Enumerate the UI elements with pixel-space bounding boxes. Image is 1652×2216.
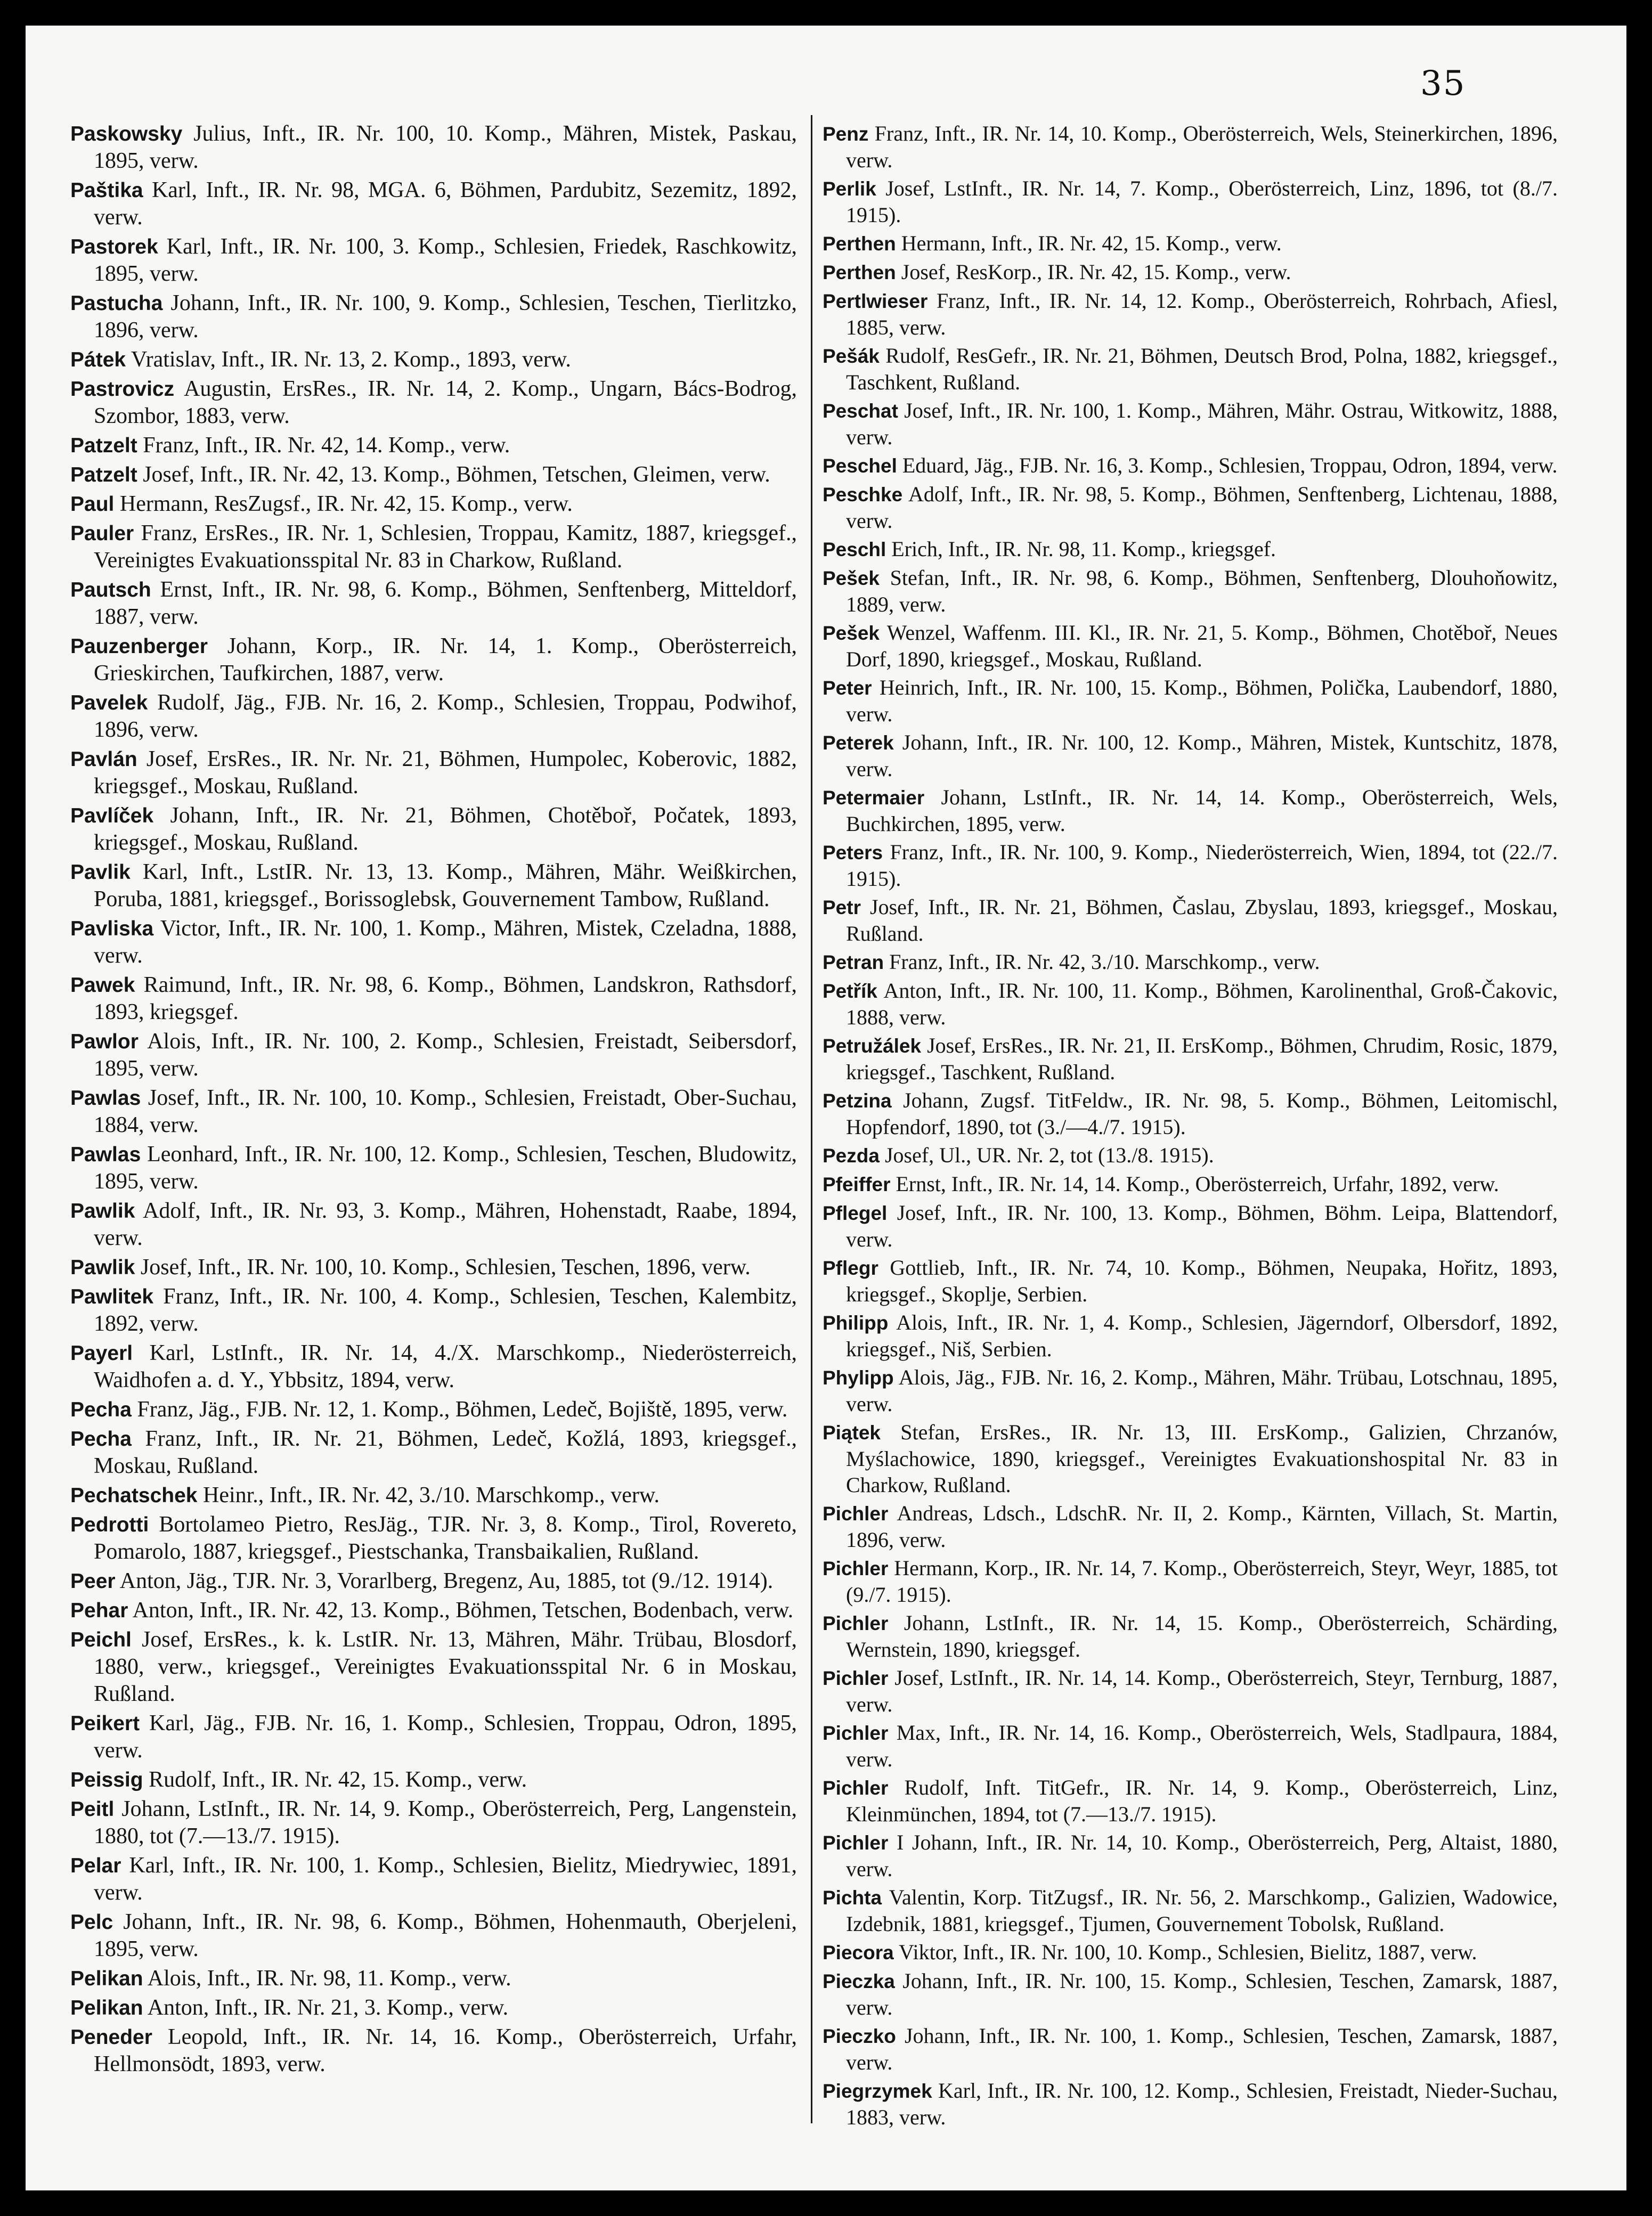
entry-details: Anton, Inft., IR. Nr. 21, 3. Komp., verw. [147,1995,509,2020]
entry-details: Johann, LstInft., IR. Nr. 14, 15. Komp., Oberösterreich, Schärding, Wernstein, 1890, kriegsgef. [846,1611,1558,1661]
list-entry [823,230,1558,257]
entry-surname: Pawlitek [70,1285,154,1308]
entry-details: Ernst, Inft., IR. Nr. 14, 14. Komp., Oberösterreich, Urfahr, 1892, verw. [896,1172,1499,1196]
entry-details: Hermann, Korp., IR. Nr. 14, 7. Komp., Oberösterreich, Steyr, Weyr, 1885, tot (9./7. 1915). [846,1556,1558,1607]
entry-surname: Pflegel [823,1202,888,1224]
list-entry [823,949,1558,975]
entry-surname: Petermaier [823,787,925,809]
list-entry [70,290,797,344]
entry-surname: Pelikan [70,1997,143,2019]
list-entry [70,1425,797,1480]
entry-surname: Pawlas [70,1087,141,1110]
entry-surname: Patzelt [70,463,137,486]
list-entry [70,1766,797,1794]
list-entry [70,1482,797,1509]
entry-surname: Perthen [823,262,896,283]
list-entry [823,1829,1558,1882]
entry-details: Josef, ErsRes., IR. Nr. Nr. 21, Böhmen, Humpolec, Koberovic, 1882, kriegsgef., Moskau, Rußland. [94,747,797,799]
list-entry [823,175,1558,228]
entry-surname: Peer [70,1570,116,1593]
entry-surname: Pelar [70,1854,121,1877]
entry-surname: Pešák [823,345,880,367]
entry-details: Alois, Inft., IR. Nr. 98, 11. Komp., verw. [147,1966,511,1991]
entry-details: Anton, Inft., IR. Nr. 42, 13. Komp., Böhmen, Tetschen, Bodenbach, verw. [132,1598,794,1623]
list-entry [70,1028,797,1082]
entry-surname: Peschl [823,539,886,560]
entry-details: Vratislav, Inft., IR. Nr. 13, 2. Komp., 1893, verw. [131,347,571,372]
entry-surname: Pešek [823,567,880,589]
entry-surname: Pelc [70,1911,113,1934]
entry-surname: Peters [823,842,883,863]
list-entry [823,1610,1558,1663]
entry-surname: Pátek [70,348,126,371]
entry-details: Josef, Inft., IR. Nr. 100, 10. Komp., Schlesien, Freistadt, Ober-Suchau, 1884, verw. [94,1086,797,1137]
entry-details: Franz, Jäg., FJB. Nr. 12, 1. Komp., Böhmen, Ledeč, Bojiště, 1895, verw. [137,1397,788,1422]
entry-details: Franz, Inft., IR. Nr. 42, 3./10. Marschkomp., verw. [889,950,1320,974]
entry-details: Johann, Inft., IR. Nr. 98, 6. Komp., Böhmen, Hohenmauth, Oberjeleni, 1895, verw. [94,1910,797,1961]
entry-surname: Piątek [823,1422,881,1444]
list-entry [823,674,1558,727]
list-entry [70,376,797,430]
entry-details: Raimund, Inft., IR. Nr. 98, 6. Komp., Böhmen, Landskron, Rathsdorf, 1893, kriegsgef. [94,973,797,1024]
list-entry [70,1626,797,1708]
list-entry [823,729,1558,782]
entry-surname: Pastorek [70,235,158,258]
entry-details: Josef, LstInft., IR. Nr. 14, 7. Komp., Oberösterreich, Linz, 1896, tot (8./7. 1915). [846,176,1558,227]
entry-details: Wenzel, Waffenm. III. Kl., IR. Nr. 21, 5. Komp., Böhmen, Chotěboř, Neues Dorf, 1890, kriegsgef., Moskau, Rußland. [846,621,1558,671]
entry-surname: Pavelek [70,691,148,714]
entry-details: Alois, Jäg., FJB. Nr. 16, 2. Komp., Mähren, Mähr. Trübau, Lotschnau, 1895, verw. [846,1365,1558,1416]
entry-details: Viktor, Inft., IR. Nr. 100, 10. Komp., Schlesien, Bielitz, 1887, verw. [898,1940,1477,1964]
entry-details: Karl, Inft., IR. Nr. 100, 12. Komp., Schlesien, Freistadt, Nieder-Suchau, 1883, verw. [846,2079,1558,2129]
entry-details: Josef, Inft., IR. Nr. 100, 13. Komp., Böhmen, Böhm. Leipa, Blattendorf, verw. [846,1201,1558,1251]
list-entry [70,1796,797,1850]
list-entry [70,1197,797,1252]
entry-details: Franz, Inft., IR. Nr. 100, 4. Komp., Schlesien, Teschen, Kalembitz, 1892, verw. [94,1284,797,1336]
entry-details: Heinrich, Inft., IR. Nr. 100, 15. Komp., Böhmen, Polička, Laubendorf, 1880, verw. [846,675,1558,726]
entry-surname: Pichler [823,1722,889,1744]
entry-details: Josef, Inft., IR. Nr. 21, Böhmen, Časlau, Zbyslau, 1893, kriegsgef., Moskau, Rußland. [846,895,1558,946]
entry-details: Gottlieb, Inft., IR. Nr. 74, 10. Komp., Böhmen, Neupaka, Hořitz, 1893, kriegsgef., Skoplje, Serbien. [846,1256,1558,1306]
list-entry [70,1597,797,1624]
list-entry [823,1142,1558,1169]
entry-details: Karl, Inft., IR. Nr. 98, MGA. 6, Böhmen, Pardubitz, Sezemitz, 1892, verw. [94,178,797,230]
entry-details: Eduard, Jäg., FJB. Nr. 16, 3. Komp., Schlesien, Troppau, Odron, 1894, verw. [902,453,1558,477]
entry-details: Adolf, Inft., IR. Nr. 93, 3. Komp., Mähren, Hohenstadt, Raabe, 1894, verw. [94,1199,797,1250]
entry-details: Franz, Inft., IR. Nr. 14, 10. Komp., Oberösterreich, Wels, Steinerkirchen, 1896, verw. [846,121,1558,172]
entry-surname: Pawek [70,974,135,997]
entry-details: Karl, Inft., IR. Nr. 100, 1. Komp., Schlesien, Bielitz, Miedrywiec, 1891, verw. [94,1853,797,1905]
list-entry [70,1396,797,1423]
column-divider [811,115,812,2123]
list-entry [70,972,797,1026]
entry-surname: Paul [70,493,115,516]
list-entry [823,620,1558,672]
entry-surname: Peissig [70,1769,143,1791]
page-number: 35 [1420,64,1466,103]
entry-surname: Peschat [823,400,898,422]
list-entry [70,520,797,574]
list-entry [70,1965,797,1992]
list-entry [823,1884,1558,1937]
list-entry [823,1774,1558,1827]
entry-details: Josef, ErsRes., k. k. LstIR. Nr. 13, Mähren, Mähr. Trübau, Blosdorf, 1880, verw., kriegsgef., Vereinigtes Evakuationsspital Nr. 6 in Moskau, Rußland. [94,1627,797,1706]
entry-surname: Pawlik [70,1200,135,1223]
list-entry [823,452,1558,479]
entry-details: Josef, Inft., IR. Nr. 100, 10. Komp., Schlesien, Teschen, 1896, verw. [140,1255,751,1280]
list-entry [823,481,1558,534]
entry-details: Franz, ErsRes., IR. Nr. 1, Schlesien, Troppau, Kamitz, 1887, kriegsgef., Vereinigtes Evakuationsspital Nr. 83 in Charkow, Rußland. [94,521,797,573]
entry-details: Karl, LstInft., IR. Nr. 14, 4./X. Marschkomp., Niederösterreich, Waidhofen a. d. Y., Ybbsitz, 1894, verw. [94,1341,797,1392]
entry-surname: Pechatschek [70,1484,198,1507]
entry-surname: Pichler [823,1667,889,1689]
entry-surname: Perthen [823,233,896,255]
entry-details: Rudolf, Inft. TitGefr., IR. Nr. 14, 9. Komp., Oberösterreich, Linz, Kleinmünchen, 1894, tot (7.—13./7. 1915). [846,1775,1558,1826]
entry-surname: Pichler [823,1503,889,1525]
entry-details: Johann, LstInft., IR. Nr. 14, 9. Komp., Oberösterreich, Perg, Langenstein, 1880, tot (7.—13./7. 1915). [94,1797,797,1848]
entry-surname: Pauler [70,522,134,545]
list-entry [70,859,797,913]
entry-surname: Paštika [70,179,143,202]
list-entry [70,1283,797,1338]
entry-details: Franz, Inft., IR. Nr. 42, 14. Komp., verw. [143,433,510,458]
entry-details: Leopold, Inft., IR. Nr. 14, 16. Komp., Oberösterreich, Urfahr, Hellmonsödt, 1893, verw. [94,2025,797,2076]
list-entry [70,461,797,488]
entry-surname: Petružálek [823,1035,922,1057]
list-entry [823,1200,1558,1252]
list-entry [823,288,1558,340]
list-entry [70,802,797,857]
entry-surname: Pawlas [70,1143,141,1166]
list-entry [823,1720,1558,1772]
entry-details: Josef, Inft., IR. Nr. 100, 1. Komp., Mähren, Mähr. Ostrau, Witkowitz, 1888, verw. [846,398,1558,449]
entry-details: Andreas, Ldsch., LdschR. Nr. II, 2. Komp., Kärnten, Villach, St. Martin, 1896, verw. [846,1501,1558,1552]
list-entry [823,839,1558,892]
list-entry [823,1087,1558,1140]
list-entry [823,120,1558,173]
entry-details: Anton, Inft., IR. Nr. 100, 11. Komp., Böhmen, Karolinenthal, Groß-Čakovic, 1888, verw. [846,979,1558,1029]
entry-details: Johann, Inft., IR. Nr. 100, 1. Komp., Schlesien, Teschen, Zamarsk, 1887, verw. [846,2024,1558,2074]
entry-surname: Pichler [823,1612,889,1634]
list-entry [70,1511,797,1566]
entry-surname: Pezda [823,1145,880,1167]
list-entry [70,1141,797,1195]
entry-surname: Pichler [823,1558,889,1579]
list-entry [823,894,1558,947]
entry-details: Heinr., Inft., IR. Nr. 42, 3./10. Marschkomp., verw. [202,1483,660,1508]
entry-details: Valentin, Korp. TitZugsf., IR. Nr. 56, 2. Marschkomp., Galizien, Wadowice, Izdebnik, 1881, kriegsgef., Tjumen, Gouvernement Tobolsk, Rußland. [846,1885,1558,1936]
entry-details: Josef, ResKorp., IR. Nr. 42, 15. Komp., verw. [901,260,1291,284]
list-entry [823,536,1558,563]
list-entry [823,1555,1558,1608]
list-entry [823,977,1558,1030]
entry-surname: Peikert [70,1712,140,1735]
entry-surname: Patzelt [70,434,137,457]
entry-details: Julius, Inft., IR. Nr. 100, 10. Komp., Mähren, Mistek, Paskau, 1895, verw. [94,121,797,173]
list-entry [823,1419,1558,1498]
list-entry [70,2024,797,2078]
entry-details: Stefan, Inft., IR. Nr. 98, 6. Komp., Böhmen, Senftenberg, Dlouhoňowitz, 1889, verw. [846,566,1558,616]
list-entry [823,259,1558,286]
entry-details: Johann, Inft., IR. Nr. 100, 15. Komp., Schlesien, Teschen, Zamarsk, 1887, verw. [846,1969,1558,2019]
entry-surname: Peneder [70,2026,152,2049]
entry-surname: Pfeiffer [823,1174,891,1195]
entry-surname: Pautsch [70,579,151,601]
entry-surname: Petr [823,897,861,918]
list-entry [823,1254,1558,1307]
entry-details: Rudolf, ResGefr., IR. Nr. 21, Böhmen, Deutsch Brod, Polna, 1882, kriegsgef., Taschkent, Rußland. [846,344,1558,394]
right-column [823,120,1558,2132]
list-entry [70,1254,797,1281]
list-entry [823,397,1558,450]
list-entry [823,565,1558,617]
entry-details: Leonhard, Inft., IR. Nr. 100, 12. Komp., Schlesien, Teschen, Bludowitz, 1895, verw. [94,1142,797,1194]
list-entry [70,1994,797,2022]
entry-details: Karl, Inft., LstIR. Nr. 13, 13. Komp., Mähren, Mähr. Weißkirchen, Poruba, 1881, kriegsgef., Borissoglebsk, Gouvernement Tambow, Rußland. [94,860,797,911]
list-entry [823,2078,1558,2130]
entry-details: Karl, Jäg., FJB. Nr. 16, 1. Komp., Schlesien, Troppau, Odron, 1895, verw. [94,1711,797,1763]
entry-surname: Pieczka [823,1970,895,1992]
entry-details: Augustin, ErsRes., IR. Nr. 14, 2. Komp., Ungarn, Bács-Bodrog, Szombor, 1883, verw. [94,377,797,428]
entry-surname: Piegrzymek [823,2080,932,2102]
entry-surname: Pichler [823,1832,889,1854]
entry-details: Anton, Jäg., TJR. Nr. 3, Vorarlberg, Bregenz, Au, 1885, tot (9./12. 1914). [119,1569,774,1593]
entry-surname: Peitl [70,1798,115,1821]
entry-details: I Johann, Inft., IR. Nr. 14, 10. Komp., Oberösterreich, Perg, Altaist, 1880, verw. [846,1830,1558,1881]
entry-details: Stefan, ErsRes., IR. Nr. 13, III. ErsKomp., Galizien, Chrzanów, Myślachowice, 1890, kriegsgef., Vereinigtes Evakuationshospital Nr. 83 in Charkow, Rußland. [846,1420,1558,1497]
entry-surname: Payerl [70,1342,133,1365]
list-entry [70,746,797,800]
entry-surname: Pecha [70,1428,132,1451]
list-entry [823,343,1558,395]
entry-details: Ernst, Inft., IR. Nr. 98, 6. Komp., Böhmen, Senftenberg, Mitteldorf, 1887, verw. [94,577,797,629]
entry-surname: Pastrovicz [70,378,175,401]
entry-details: Johann, LstInft., IR. Nr. 14, 14. Komp., Oberösterreich, Wels, Buchkirchen, 1895, verw. [846,785,1558,836]
entry-surname: Pelikan [70,1967,143,1990]
list-entry [70,1568,797,1595]
entry-surname: Penz [823,123,869,145]
list-entry [823,1500,1558,1553]
entry-surname: Phylipp [823,1367,894,1389]
entry-details: Rudolf, Inft., IR. Nr. 42, 15. Komp., verw. [149,1767,527,1792]
list-entry [70,915,797,970]
list-entry [70,233,797,288]
entry-surname: Peterek [823,732,894,754]
entry-surname: Peter [823,677,872,699]
list-entry [70,576,797,631]
entry-surname: Pešek [823,622,880,644]
entry-details: Josef, Inft., IR. Nr. 42, 13. Komp., Böhmen, Tetschen, Gleimen, verw. [143,462,770,487]
document-page [26,26,1626,2190]
entry-details: Alois, Inft., IR. Nr. 1, 4. Komp., Schlesien, Jägerndorf, Olbersdorf, 1892, kriegsgef., Niš, Serbien. [846,1310,1558,1361]
entry-surname: Pflegr [823,1257,878,1279]
entry-surname: Pavliska [70,917,154,940]
entry-details: Rudolf, Jäg., FJB. Nr. 16, 2. Komp., Schlesien, Troppau, Podwihof, 1896, verw. [94,690,797,742]
list-entry [823,1171,1558,1197]
list-entry [70,689,797,744]
entry-details: Alois, Inft., IR. Nr. 100, 2. Komp., Schlesien, Freistadt, Seibersdorf, 1895, verw. [94,1029,797,1081]
entry-details: Franz, Inft., IR. Nr. 14, 12. Komp., Oberösterreich, Rohrbach, Afiesl, 1885, verw. [846,289,1558,339]
list-entry [823,1364,1558,1417]
list-entry [823,1309,1558,1362]
list-entry [70,633,797,687]
list-entry [70,491,797,518]
entry-surname: Pichler [823,1777,889,1799]
list-entry [70,1852,797,1907]
list-entry [823,1665,1558,1717]
entry-surname: Petran [823,951,884,973]
entry-details: Erich, Inft., IR. Nr. 98, 11. Komp., kriegsgef. [891,537,1276,561]
entry-surname: Petzina [823,1090,892,1112]
entry-details: Josef, LstInft., IR. Nr. 14, 14. Komp., Oberösterreich, Steyr, Ternburg, 1887, verw. [846,1666,1558,1716]
list-entry [823,1032,1558,1085]
left-column [70,120,797,2080]
entry-surname: Piecora [823,1942,894,1964]
entry-details: Johann, Inft., IR. Nr. 100, 9. Komp., Schlesien, Teschen, Tierlitzko, 1896, verw. [94,291,797,343]
list-entry [823,2023,1558,2075]
entry-surname: Pieczko [823,2025,896,2047]
entry-surname: Pecha [70,1398,132,1421]
entry-surname: Pavlíček [70,804,154,827]
entry-details: Johann, Inft., IR. Nr. 100, 12. Komp., Mähren, Mistek, Kuntschitz, 1878, verw. [846,730,1558,781]
entry-details: Johann, Zugsf. TitFeldw., IR. Nr. 98, 5. Komp., Böhmen, Leitomischl, Hopfendorf, 1890, tot (3./—4./7. 1915). [846,1088,1558,1139]
entry-surname: Pastucha [70,292,163,315]
entry-surname: Pertlwieser [823,290,928,312]
entry-surname: Peichl [70,1628,132,1651]
entry-surname: Pawlik [70,1256,135,1279]
list-entry [70,177,797,231]
entry-surname: Peschel [823,455,897,477]
entry-surname: Pauzenberger [70,635,208,658]
entry-surname: Pehar [70,1599,128,1622]
entry-details: Johann, Inft., IR. Nr. 21, Böhmen, Chotěboř, Počatek, 1893, kriegsgef., Moskau, Rußland. [94,803,797,855]
entry-surname: Philipp [823,1312,889,1334]
entry-surname: Petřík [823,980,877,1002]
list-entry [70,1710,797,1764]
entry-details: Johann, Korp., IR. Nr. 14, 1. Komp., Oberösterreich, Grieskirchen, Taufkirchen, 1887, verw. [94,634,797,686]
entry-details: Karl, Inft., IR. Nr. 100, 3. Komp., Schlesien, Friedek, Raschkowitz, 1895, verw. [94,234,797,286]
entry-surname: Pichta [823,1887,882,1909]
entry-details: Josef, ErsRes., IR. Nr. 21, II. ErsKomp., Böhmen, Chrudim, Rosic, 1879, kriegsgef., Taschkent, Rußland. [846,1033,1558,1084]
entry-details: Josef, Ul., UR. Nr. 2, tot (13./8. 1915). [884,1143,1214,1167]
entry-details: Bortolameo Pietro, ResJäg., TJR. Nr. 3, 8. Komp., Tirol, Rovereto, Pomarolo, 1887, kriegsgef., Piestschanka, Transbaikalien, Rußland. [94,1512,797,1564]
entry-details: Hermann, ResZugsf., IR. Nr. 42, 15. Komp., verw. [119,492,573,516]
entry-surname: Pedrotti [70,1513,149,1536]
entry-surname: Paskowsky [70,123,183,145]
list-entry [70,346,797,373]
list-entry [823,784,1558,837]
list-entry [823,1939,1558,1966]
entry-details: Victor, Inft., IR. Nr. 100, 1. Komp., Mähren, Mistek, Czeladna, 1888, verw. [94,916,797,968]
entry-details: Adolf, Inft., IR. Nr. 98, 5. Komp., Böhmen, Senftenberg, Lichtenau, 1888, verw. [846,482,1558,533]
entry-details: Franz, Inft., IR. Nr. 21, Böhmen, Ledeč, Kožlá, 1893, kriegsgef., Moskau, Rußland. [94,1427,797,1478]
entry-surname: Pavlán [70,748,137,771]
entry-details: Hermann, Inft., IR. Nr. 42, 15. Komp., verw. [901,231,1282,255]
entry-surname: Pavlik [70,861,131,884]
list-entry [70,1085,797,1139]
list-entry [70,432,797,459]
entry-details: Franz, Inft., IR. Nr. 100, 9. Komp., Niederösterreich, Wien, 1894, tot (22./7. 1915). [846,840,1558,891]
list-entry [70,1909,797,1963]
entry-surname: Perlik [823,178,876,200]
list-entry [70,120,797,175]
list-entry [823,1968,1558,2021]
entry-details: Max, Inft., IR. Nr. 14, 16. Komp., Oberösterreich, Wels, Stadlpaura, 1884, verw. [846,1721,1558,1771]
entry-surname: Peschke [823,484,903,506]
entry-surname: Pawlor [70,1030,139,1053]
list-entry [70,1340,797,1394]
